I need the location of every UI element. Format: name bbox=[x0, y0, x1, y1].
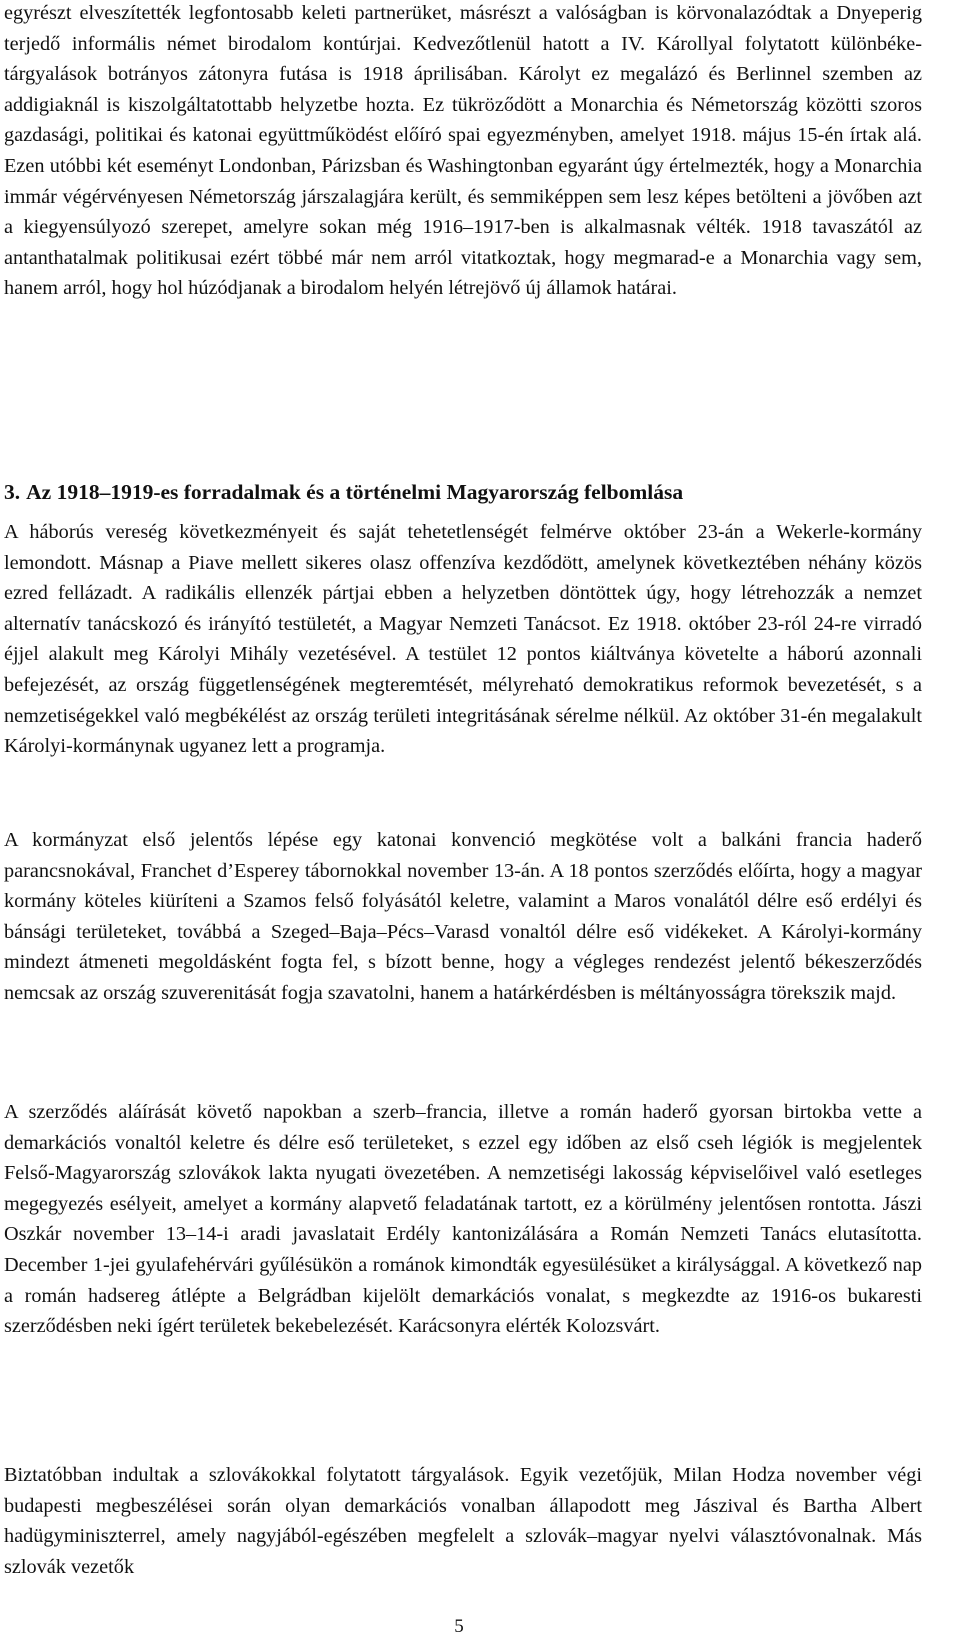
intro-paragraph: egyrészt elveszítették legfontosabb keleti partnerüket, másrészt a valóságban is körvonalazódtak a Dnyeperig terjedő informális német birodalom kontúrjai. Kedvezőtlenül hatott a IV. Károllyal folytatott különbéke-tárgyalások botrányos zátonyra futása is 1918 áprilisában. Károlyt ez megalázó és Berlinnel szemben az addigiaknál is kiszolgáltatottabb helyzetbe hozta. Ez tükröződött a Monarchia és Németország közötti szoros gazdasági, politikai és katonai együttműködést előíró spai egyezményben, amelyet 1918. május 15-én írtak alá. Ezen utóbbi két eseményt Londonban, Párizsban és Washingtonban egyaránt úgy értelmezték, hogy a Monarchia immár végérvényesen Németország járszalagjára került, és semmiképpen sem lesz képes betölteni a jövőben azt a kiegyensúlyozó szerepet, amelyre sokan még 1916–1917-ben is alkalmasnak vélték. 1918 tavaszától az antanthatalmak politikusai ezért többé már nem arról vitatkoztak, hogy megmarad-e a Monarchia vagy sem, hanem arról, hogy hol húzódjanak a birodalom helyén létrejövő új államok határai. bbox=[4, 2, 922, 300]
paragraph-3: A szerződés aláírását követő napokban a szerb–francia, illetve a román haderő gyorsan birtokba vette a demarkációs vonaltól keletre és délre eső területeket, s ezzel egy időben az első cseh légiók is megjelentek Felső-Magyarország szlovákok lakta nyugati övezetében. A nemzetiségi lakosság képviselőivel való esetleges megegyezés esélyeit, amelyet a kormány alapvető feladatának tartott, ez a körülmény jelentősen rontotta. Jászi Oszkár november 13–14-i aradi javaslatait Erdély kantonizálására a Román Nemzeti Tanács elutasította. December 1-jei gyulafehérvári gyűlésükön a románok kimondták egyesülésüket a királysággal. A következő nap a román hadsereg átlépte a Belgrádban kijelölt demarkációs vonalat, s megkezdte az 1916-os bukaresti szerződésben neki ígért területek bekebelezését. Karácsonyra elérték Kolozsvárt. bbox=[4, 1101, 922, 1338]
paragraph-1: A háborús vereség következményeit és saját tehetetlenségét felmérve október 23-án a Wekerle-kormány lemondott. Másnap a Piave mellett sikeres olasz offenzíva kezdődött, amelynek következtében néhány közös ezred fellázadt. A radikális ellenzék pártjai ebben a helyzetben döntöttek úgy, hogy létrehozzák a nemzet alternatív tanácskozó és irányító testületét, a Magyar Nemzeti Tanácsot. Ez 1918. október 23-ról 24-re virradó éjjel alakult meg Károlyi Mihály vezetésével. A testület 12 pontos kiáltványa követelte a háború azonnali befejezését, az ország függetlenségének megteremtését, mélyreható demokratikus reformok bevezetését, s a nemzetiségekkel való megbékélést az ország területi integritásának sérelme nélkül. Az október 31-én megalakult Károlyi-kormánynak ugyanez lett a programja. bbox=[4, 521, 922, 758]
paragraph-4: Biztatóbban indultak a szlovákokkal folytatott tárgyalások. Egyik vezetőjük, Milan Hodza november végi budapesti megbeszélései során olyan demarkációs vonalban állapodott meg Jászival és Bartha Albert hadügyminiszterrel, amely nagyjából-egészében megfelelt a szlovák–magyar nyelvi választóvonalnak. Más szlovák vezetők bbox=[4, 1464, 922, 1578]
page-number: 5 bbox=[454, 1616, 464, 1637]
section-number: 3. bbox=[4, 480, 21, 504]
section-heading bbox=[4, 477, 683, 507]
section-title: Az 1918–1919-es forradalmak és a történelmi Magyarország felbomlása bbox=[26, 480, 684, 504]
paragraph-2: A kormányzat első jelentős lépése egy katonai konvenció megkötése volt a balkáni francia haderő parancsnokával, Franchet d’Esperey tábornokkal november 13-án. A 18 pontos szerződés előírta, hogy a magyar kormány köteles kiüríteni a Szamos felső folyásától keletre, valamint a Maros vonalától délre eső erdélyi és bánsági területeket, továbbá a Szeged–Baja–Pécs–Varasd vonaltól délre eső vidékeket. A Károlyi-kormány mindezt átmeneti megoldásként fogta fel, s bízott benne, hogy a végleges rendezést jelentő békeszerződés nemcsak az ország szuverenitását fogja szavatolni, hanem a határkérdésben is méltányosságra törekszik majd. bbox=[4, 829, 922, 1004]
